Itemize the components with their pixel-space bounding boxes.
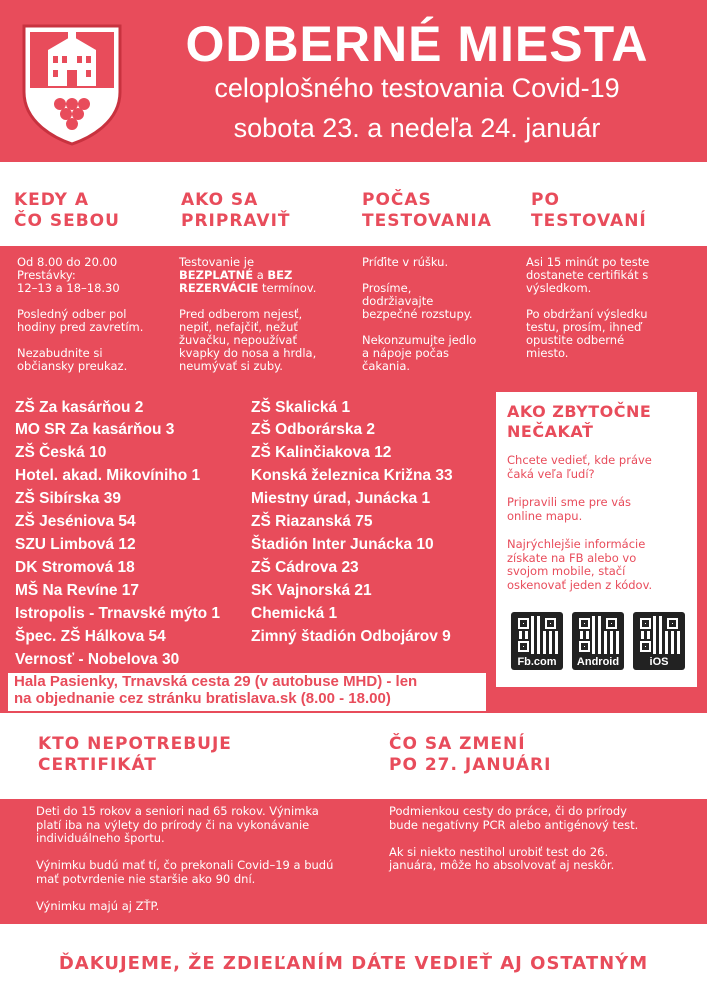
location-item: Štadión Inter Junácka 10 (251, 536, 434, 553)
qr-label-facebook: Fb.com (517, 656, 557, 668)
location-item: ZŠ Cádrova 23 (251, 559, 359, 576)
waiting-text-3: Najrýchlejšie informácie získate na FB alebo vo svojom mobile, stačí oskenovať jeden z kódov. (507, 537, 653, 592)
hala-line-1: Hala Pasienky, Trnavská cesta 29 (v autobuse MHD) - len (14, 673, 418, 690)
location-item: Istropolis - Trnavské mýto 1 (15, 605, 221, 622)
section-heading-changes: ČO SA ZMENÍ PO 27. JANUÁRI (389, 734, 552, 775)
location-item: ZŠ Sibírska 39 (15, 490, 121, 507)
location-item: MŠ Na Revíne 17 (15, 582, 140, 599)
bottom-band (0, 799, 707, 924)
section-text-during: Príďite v rúšku. Prosíme, dodržiavajte bezpečné rozstupy. Nekonzumujte jedlo a nápoje počas čakania. (362, 255, 477, 373)
qr-code-android[interactable] (572, 612, 624, 670)
header-banner (0, 0, 707, 162)
waiting-text-1: Chcete vedieť, kde práve čaká veľa ľudí? (507, 453, 652, 481)
page-title: ODBERNÉ MIESTA (185, 16, 649, 72)
location-item: DK Stromová 18 (15, 559, 135, 576)
section-heading-after: PO TESTOVANÍ (531, 190, 647, 231)
info-band (0, 246, 707, 383)
location-item: Konská železnica Križna 33 (251, 467, 453, 484)
waiting-text-2: Pripravili sme pre vás online mapu. (507, 495, 632, 523)
location-item: Vernosť - Nobelova 30 (15, 651, 180, 668)
qr-code-ios[interactable] (633, 612, 685, 670)
location-item: Chemická 1 (251, 605, 338, 622)
hala-pasienky-notice (8, 673, 486, 711)
location-item: ZŠ Za kasárňou 2 (15, 399, 144, 416)
section-heading-prepare: AKO SA PRIPRAVIŤ (181, 190, 291, 231)
location-item: Hotel. akad. Mikovíniho 1 (15, 467, 201, 484)
hala-line-2: na objednanie cez stránku bratislava.sk (8.00 - 18.00) (14, 690, 391, 707)
qr-label-android: Android (576, 656, 620, 668)
location-item: ZŠ Odborárska 2 (251, 421, 376, 438)
section-text-when: Od 8.00 do 20.00 Prestávky: 12–13 a 18–18.30 Posledný odber pol hodiny pred zavretím. Nezabudnite si občiansky preukaz. (17, 255, 144, 373)
location-item: ZŠ Česká 10 (15, 444, 107, 461)
section-heading-when: KEDY A ČO SEBOU (14, 190, 120, 231)
location-item: Zimný štadión Odbojárov 9 (251, 628, 451, 645)
location-item: ZŠ Riazanská 75 (251, 513, 373, 530)
section-heading-no-certificate: KTO NEPOTREBUJE CERTIFIKÁT (38, 734, 232, 775)
crest-icon (20, 22, 124, 146)
location-item: Špec. ZŠ Hálkova 54 (15, 628, 166, 645)
footer-thanks: ĎAKUJEME, ŽE ZDIEĽANÍM DÁTE VEDIEŤ AJ OSTATNÝM (58, 953, 649, 974)
waiting-info-box (496, 392, 697, 687)
section-text-prepare: Testovanie je BEZPLATNÉ a BEZ REZERVÁCIE termínov. Pred odberom nejesť, nepiť, nefajčiť, nežuť žuvačku, nepoužívať kvapky do nosa a hrdla, neumývať si zuby. (179, 255, 317, 373)
section-text-after: Asi 15 minút po teste dostanete certifikát s výsledkom. Po obdržaní výsledku testu, prosím, ihneď opustite odberné miesto. (526, 255, 650, 360)
page-subtitle: celoplošného testovania Covid-19 (214, 73, 620, 103)
waiting-heading: AKO ZBYTOČNE NEČAKAŤ (507, 402, 652, 441)
section-heading-during: POČAS TESTOVANIA (362, 190, 492, 231)
section-text-changes: Podmienkou cesty do práce, či do prírody bude negatívny PCR alebo antigénový test. Ak si niekto nestihol urobiť test do 26. januára, môže ho absolvovať aj neskôr. (389, 804, 639, 872)
event-date: sobota 23. a nedeľa 24. január (233, 113, 601, 143)
section-text-no-certificate: Deti do 15 rokov a seniori nad 65 rokov. Výnimka platí iba na výlety do prírody či na vykonávanie individuálneho športu. Výnimku budú mať tí, čo prekonali Covid–19 a budú mať potvrdenie nie staršie ako 90 dní. Výnimku majú aj ZŤP. (36, 804, 334, 913)
location-item: MO SR Za kasárňou 3 (15, 421, 175, 438)
qr-code-facebook[interactable] (511, 612, 563, 670)
location-item: ZŠ Skalická 1 (251, 399, 351, 416)
qr-label-ios: iOS (649, 656, 669, 668)
location-item: ZŠ Jeséniova 54 (15, 513, 136, 530)
location-item: SZU Limbová 12 (15, 536, 136, 553)
location-item: Miestny úrad, Junácka 1 (251, 490, 431, 507)
location-item: ZŠ Kalinčiakova 12 (251, 444, 392, 461)
location-item: SK Vajnorská 21 (251, 582, 372, 599)
